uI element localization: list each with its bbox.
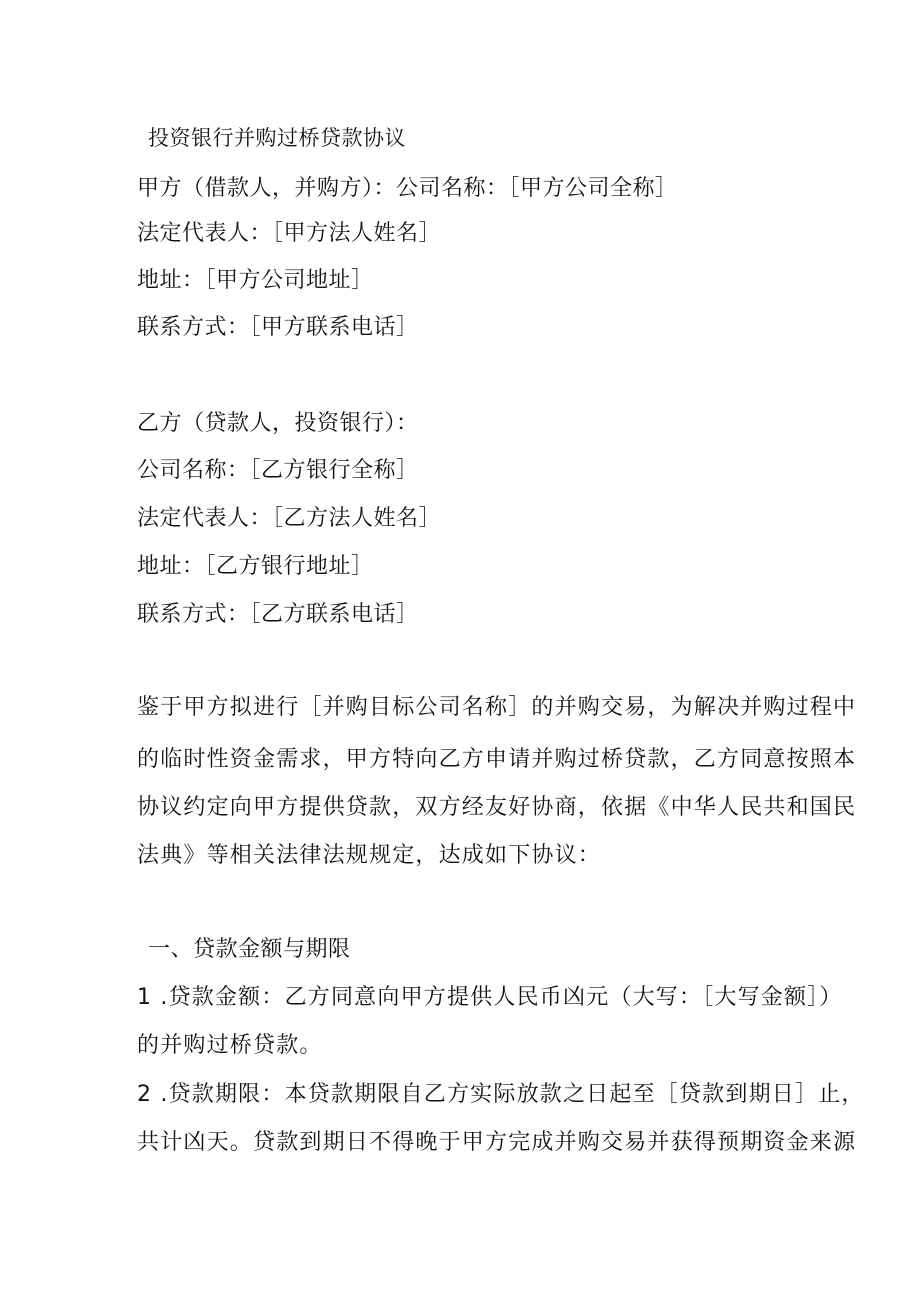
party-b-company: 公司名称：［乙方银行全称］ (137, 458, 419, 483)
clause-line: 1 .贷款金额：乙方同意向甲方提供人民币凶元（大写：［大写金额］） (137, 985, 843, 1010)
party-a-contact: 联系方式：［甲方联系电话］ (137, 315, 419, 340)
preamble-line: 协议约定向甲方提供贷款，双方经友好协商，依据《中华人民共和国民 (137, 795, 857, 820)
preamble-line: 法典》等相关法律法规规定，达成如下协议： (137, 843, 602, 868)
party-a-heading: 甲方（借款人，并购方）：公司名称：［甲方公司全称］ (137, 176, 678, 201)
party-b-contact: 联系方式：［乙方联系电话］ (137, 602, 419, 627)
party-a-address: 地址：［甲方公司地址］ (137, 268, 374, 293)
party-a-legal-rep: 法定代表人：［甲方法人姓名］ (137, 221, 442, 246)
document-title: 投资银行并购过桥贷款协议 (148, 126, 406, 150)
clause-line: 的并购过桥贷款。 (137, 1033, 323, 1058)
clause-line: 2 .贷款期限：本贷款期限自乙方实际放款之日起至［贷款到期日］止， (137, 1082, 865, 1107)
preamble-line: 鉴于甲方拟进行［并购目标公司名称］的并购交易，为解决并购过程中 (137, 695, 857, 720)
party-b-heading: 乙方（贷款人，投资银行）： (137, 411, 419, 436)
clause-line: 共计凶天。贷款到期日不得晚于甲方完成并购交易并获得预期资金来源 (137, 1130, 857, 1155)
section-heading: 一、贷款金额与期限 (148, 937, 351, 962)
party-b-address: 地址：［乙方银行地址］ (137, 554, 374, 579)
party-b-legal-rep: 法定代表人：［乙方法人姓名］ (137, 506, 442, 531)
preamble-line: 的临时性资金需求，甲方特向乙方申请并购过桥贷款，乙方同意按照本 (137, 747, 857, 772)
